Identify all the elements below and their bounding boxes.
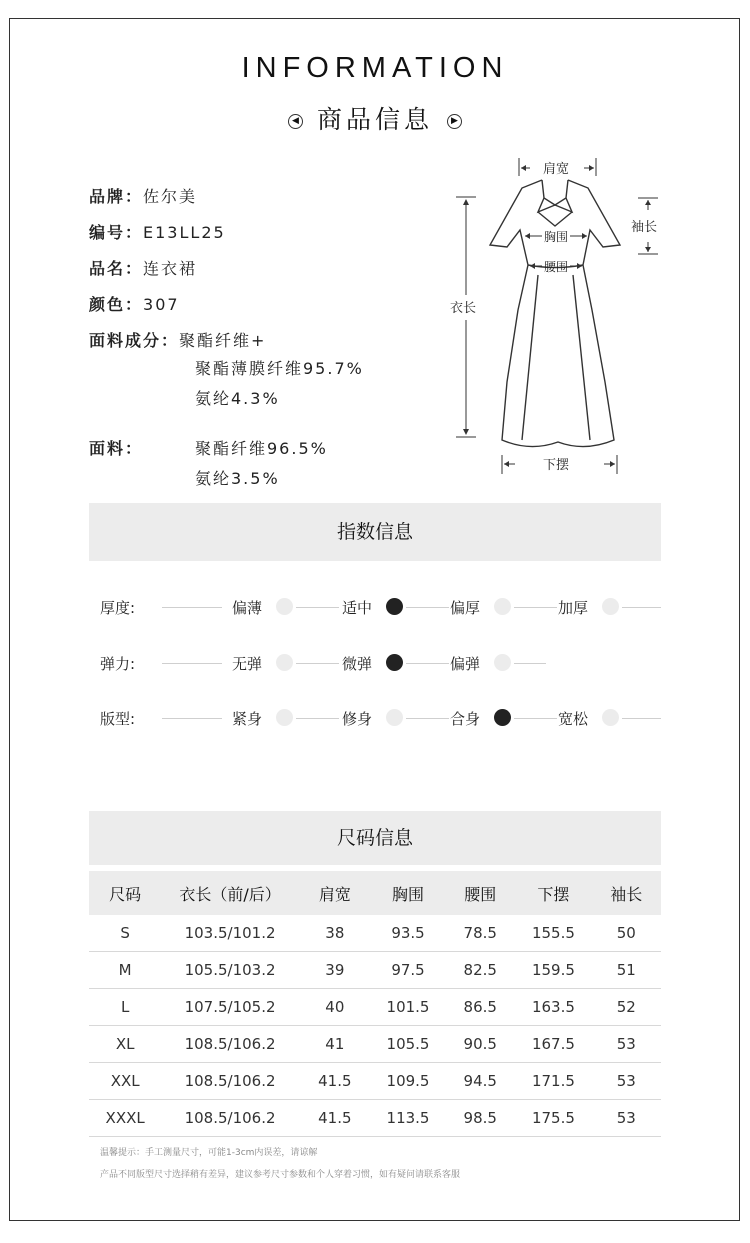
index-line (622, 718, 661, 719)
table-row (89, 915, 661, 952)
info-brand (89, 184, 197, 207)
chest-label: 胸围 (544, 230, 569, 244)
waist-label: 腰围 (544, 260, 569, 274)
name-label: 品名： (89, 259, 144, 278)
info-name (89, 256, 197, 279)
index-dot (276, 709, 293, 726)
note-line-2: 产品不同版型尺寸选择稍有差异，建议参考尺寸参数和个人穿着习惯，如有疑问请联系客服 (100, 1170, 461, 1180)
index-option: 偏厚 (450, 599, 481, 617)
size-title: 尺码信息 (89, 811, 661, 865)
dress-skirt-line-right (573, 275, 590, 440)
name-value: 连衣裙 (143, 259, 198, 278)
table-cell: 53 (592, 1026, 661, 1063)
table-cell: 53 (592, 1100, 661, 1137)
table-cell: 108.5/106.2 (161, 1063, 299, 1100)
table-cell: 107.5/105.2 (161, 989, 299, 1026)
col-chest: 胸围 (371, 871, 445, 915)
index-line (406, 718, 449, 719)
index-option: 无弹 (232, 655, 263, 673)
index-option: 宽松 (558, 710, 589, 728)
dress-collar (542, 180, 568, 205)
table-cell: 113.5 (371, 1100, 445, 1137)
index-dot-selected (494, 709, 511, 726)
col-size: 尺码 (89, 871, 161, 915)
table-row (89, 1100, 661, 1137)
index-title: 指数信息 (89, 503, 661, 561)
index-option: 偏薄 (232, 599, 263, 617)
index-dot (602, 598, 619, 615)
index-line (296, 718, 339, 719)
table-cell: XL (89, 1026, 161, 1063)
fabric-value-3: 氨纶4.3% (195, 389, 280, 408)
table-cell: 98.5 (445, 1100, 515, 1137)
table-cell: 109.5 (371, 1063, 445, 1100)
table-row (89, 1063, 661, 1100)
table-cell: 90.5 (445, 1026, 515, 1063)
info-material (89, 436, 143, 459)
sleeve-label: 袖长 (631, 220, 658, 235)
table-cell: 94.5 (445, 1063, 515, 1100)
table-cell: 40 (299, 989, 371, 1026)
table-cell: 105.5 (371, 1026, 445, 1063)
col-waist: 腰围 (445, 871, 515, 915)
index-dot (276, 598, 293, 615)
table-cell: 53 (592, 1063, 661, 1100)
dress-skirt-line-left (522, 275, 538, 440)
left-arrow-icon: ◀ (288, 114, 303, 129)
table-cell: 101.5 (371, 989, 445, 1026)
index-line (162, 718, 222, 719)
index-option: 微弹 (342, 655, 373, 673)
table-cell: 39 (299, 952, 371, 989)
table-cell: 163.5 (515, 989, 591, 1026)
index-row-label: 弹力: (100, 655, 136, 673)
index-dot-selected (386, 654, 403, 671)
index-option: 紧身 (232, 710, 263, 728)
col-sleeve: 袖长 (592, 871, 661, 915)
table-cell: 41.5 (299, 1100, 371, 1137)
table-row (89, 989, 661, 1026)
index-dot (602, 709, 619, 726)
index-option: 适中 (342, 599, 373, 617)
table-cell: 159.5 (515, 952, 591, 989)
index-option: 加厚 (558, 599, 589, 617)
code-value: E13LL25 (143, 223, 226, 242)
index-line (514, 718, 557, 719)
table-cell: 93.5 (371, 915, 445, 952)
brand-value: 佐尔美 (143, 187, 198, 206)
color-label: 颜色： (89, 295, 144, 314)
index-line (514, 607, 557, 608)
index-line (296, 663, 339, 664)
index-line (296, 607, 339, 608)
table-cell: 175.5 (515, 1100, 591, 1137)
table-cell: 97.5 (371, 952, 445, 989)
table-cell: 41.5 (299, 1063, 371, 1100)
table-cell: 108.5/106.2 (161, 1026, 299, 1063)
material-value-1: 聚酯纤维96.5% (195, 439, 328, 458)
table-row (89, 952, 661, 989)
table-cell: 50 (592, 915, 661, 952)
table-cell: 38 (299, 915, 371, 952)
col-shoulder: 肩宽 (299, 871, 371, 915)
table-row (89, 1026, 661, 1063)
dress-neckline (538, 212, 572, 226)
index-line (514, 663, 546, 664)
table-cell: 86.5 (445, 989, 515, 1026)
index-option: 合身 (450, 710, 481, 728)
index-line (406, 663, 449, 664)
table-cell: 78.5 (445, 915, 515, 952)
shoulder-label: 肩宽 (543, 162, 570, 177)
table-cell: 103.5/101.2 (161, 915, 299, 952)
index-line (162, 607, 222, 608)
right-arrow-icon: ▶ (447, 114, 462, 129)
title-cn-text: 商品信息 (316, 105, 433, 134)
brand-label: 品牌： (89, 187, 144, 206)
dress-lapel (538, 198, 572, 212)
col-length: 衣长（前/后） (161, 871, 299, 915)
index-option: 偏弹 (450, 655, 481, 673)
table-cell: 155.5 (515, 915, 591, 952)
length-label: 衣长 (450, 301, 477, 316)
index-dot (494, 654, 511, 671)
index-dot (386, 709, 403, 726)
code-label: 编号： (89, 223, 144, 242)
table-cell: 108.5/106.2 (161, 1100, 299, 1137)
table-cell: 52 (592, 989, 661, 1026)
title-en: INFORMATION (241, 52, 509, 84)
index-dot-selected (386, 598, 403, 615)
index-row-label: 版型: (100, 710, 136, 728)
col-hem: 下摆 (515, 871, 591, 915)
table-cell: 51 (592, 952, 661, 989)
table-cell: S (89, 915, 161, 952)
table-cell: 41 (299, 1026, 371, 1063)
dress-outline (490, 180, 620, 447)
color-value: 307 (143, 295, 180, 314)
index-line (622, 607, 661, 608)
dress-diagram (430, 150, 680, 485)
size-table (89, 871, 661, 1137)
title-cn (0, 100, 750, 136)
info-code (89, 220, 226, 243)
fabric-value-1: 聚酯纤维+ (179, 331, 267, 350)
table-cell: 82.5 (445, 952, 515, 989)
fabric-value-2: 聚酯薄膜纤维95.7% (195, 359, 364, 378)
index-dot (494, 598, 511, 615)
size-table-body (89, 915, 661, 1137)
index-dot (276, 654, 293, 671)
index-option: 修身 (342, 710, 373, 728)
table-cell: 105.5/103.2 (161, 952, 299, 989)
info-color (89, 292, 180, 315)
info-fabric (89, 328, 266, 351)
fabric-label: 面料成分： (89, 331, 180, 350)
table-cell: 167.5 (515, 1026, 591, 1063)
hem-label: 下摆 (543, 458, 570, 473)
material-label: 面料： (89, 439, 144, 458)
table-cell: 171.5 (515, 1063, 591, 1100)
table-cell: XXXL (89, 1100, 161, 1137)
note-line-1: 温馨提示：手工测量尺寸，可能1-3cm内误差，请谅解 (100, 1148, 318, 1158)
material-value-2: 氨纶3.5% (195, 469, 280, 488)
index-line (406, 607, 449, 608)
size-table-header (89, 871, 661, 915)
table-cell: L (89, 989, 161, 1026)
index-line (162, 663, 222, 664)
table-cell: M (89, 952, 161, 989)
index-row-label: 厚度: (100, 599, 136, 617)
table-cell: XXL (89, 1063, 161, 1100)
